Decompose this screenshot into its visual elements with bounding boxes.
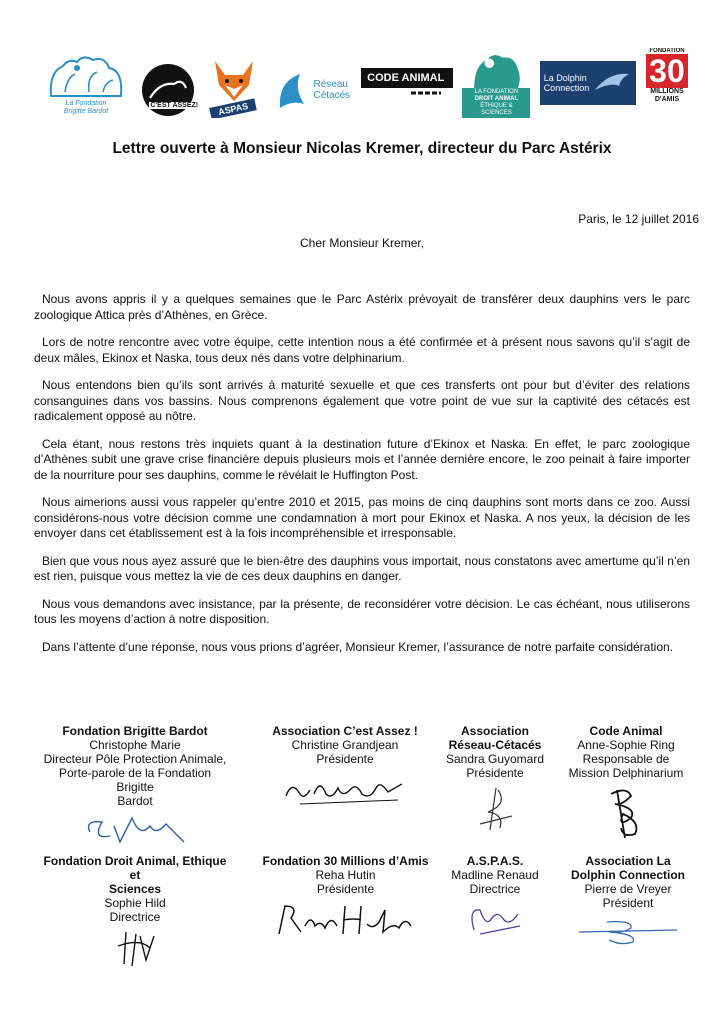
signatory-role: Porte-parole de la Fondation Brigitte xyxy=(58,766,212,794)
cest-assez-badge-icon xyxy=(140,62,199,118)
dolphin-icon xyxy=(593,68,633,98)
logo-text: DROIT ANIMAL xyxy=(474,96,519,102)
signatory-name: Sandra Guyomard xyxy=(445,752,545,766)
paragraph: Bien que vous nous ayez assuré que le bien-être des dauphins vous importait, nous constatons avec amertume qu’il n’en est rien, puisque vous mettez la vie de ces deux dauphins en danger. xyxy=(34,553,690,583)
signatory-name: Anne-Sophie Ring xyxy=(577,738,675,752)
logo-text: FONDATION xyxy=(649,48,685,54)
signature-image xyxy=(110,928,160,968)
signature-image xyxy=(460,900,530,940)
signatory-lfda xyxy=(40,854,230,968)
paragraph: Nous avons appris il y a quelques semaines que le Parc Astérix prévoyait de transférer deux dauphins vers le parc zoologique Attica près d’Athènes, en Grèce. xyxy=(34,292,690,322)
signatory-code-animal xyxy=(556,724,696,840)
logo-text: Brigitte Bardot xyxy=(63,108,109,115)
logo-text: Connection xyxy=(543,83,590,93)
logo-reseau-cetaces xyxy=(271,62,353,118)
signatory-org: Association La xyxy=(585,854,671,868)
paragraph: Dans l’attente d’une réponse, nous vous prions d’agréer, Monsieur Kremer, l’assurance de notre parfaite considération. xyxy=(42,639,674,654)
signatory-role: Directrice xyxy=(109,910,161,924)
signatory-org: Association xyxy=(460,724,529,738)
logo-text: La Dolphin xyxy=(543,73,587,83)
logo-text: D'AMIS xyxy=(654,96,680,103)
logo-code-animal xyxy=(361,63,453,103)
logo-cest-assez xyxy=(140,62,199,118)
signatory-name: Sophie Hild xyxy=(104,896,166,910)
paragraph: Cela étant, nous restons très inquiets quant à la destination future d’Ekinox et Naska. En effet, le parc zoologique d’Athènes subit une grave crise financière depuis plusieurs mois et l’année dernière encore, le zoo peinait à faire importer de la nourriture pour ses dauphins, comme le révélait le Huffington Post. xyxy=(34,436,690,482)
signatory-dolphin-connection xyxy=(560,854,696,948)
signatory-role: Mission Delphinarium xyxy=(568,766,684,780)
paragraph: Lors de notre rencontre avec votre équipe, cette intention nous a été confirmée et à présent nous savons qu’il s’agit de deux mâles, Ekinox et Naska, tous deux nés dans votre delphinarium. xyxy=(34,335,690,365)
logo-aspas xyxy=(205,56,263,118)
letter-title: Lettre ouverte à Monsieur Nicolas Kremer, directeur du Parc Astérix xyxy=(112,140,612,157)
signatory-role: Responsable de xyxy=(582,752,670,766)
signatory-name: Madline Renaud xyxy=(451,868,539,882)
chain-icon xyxy=(367,88,447,98)
signatory-org: Fondation 30 Millions d’Amis xyxy=(262,854,429,868)
signatory-role: Directrice xyxy=(469,882,521,896)
logo-text: C'EST ASSEZ! xyxy=(150,101,199,109)
logo-text: LA FONDATION xyxy=(474,89,519,95)
logo-text: CODE ANIMAL xyxy=(361,68,453,88)
bardot-animals-icon xyxy=(43,52,129,100)
signatory-reseau-cetaces xyxy=(440,724,550,834)
signatory-role: Bardot xyxy=(117,794,153,808)
logo-text: Réseau xyxy=(313,79,348,90)
logo-text: Cétacés xyxy=(313,90,351,101)
paragraph: Nous vous demandons avec insistance, par la présente, de reconsidérer votre décision. Le cas échéant, nous utiliserons tous les moyens d’action à notre disposition. xyxy=(34,596,690,626)
signatory-name: Pierre de Vreyer xyxy=(584,882,672,896)
logo-text: ÉTHIQUE & SCIENCES xyxy=(480,103,513,116)
logo-dolphin-connection xyxy=(540,61,636,105)
paragraph: Nous entendons bien qu’ils sont arrivés à maturité sexuelle et que ces transferts ont pour but d’éviter des relations consanguines dans vos bassins. Nous comprenons également que votre point de vue sur la captivité des cétacés est radicalement opposé au nôtre. xyxy=(34,378,690,423)
fox-icon xyxy=(211,59,257,103)
signatory-org: Réseau-Cétacés xyxy=(448,738,542,752)
signatory-bardot xyxy=(40,724,230,848)
logo-30-millions xyxy=(644,48,690,118)
signatory-name: Reha Hutin xyxy=(315,868,376,882)
logo-text: MILLIONS xyxy=(650,88,684,95)
lfda-figures-icon xyxy=(467,50,525,88)
logo-lfda xyxy=(461,50,531,118)
signatory-30-millions xyxy=(258,854,433,940)
signatory-cest-assez xyxy=(265,724,425,810)
signature-image xyxy=(601,784,651,840)
signatory-org: Dolphin Connection xyxy=(571,868,685,882)
signature-image xyxy=(280,770,410,810)
dolphin-tail-icon xyxy=(274,68,312,112)
logo-text: La Fondation xyxy=(65,100,107,107)
signature-image xyxy=(271,900,421,940)
signatory-role: Présidente xyxy=(466,766,524,780)
signatory-name: Christine Grandjean xyxy=(291,738,399,752)
signatory-name: Christophe Marie xyxy=(89,738,181,752)
signatory-org: Sciences xyxy=(108,882,162,896)
partner-logos xyxy=(40,48,690,118)
paragraph: Nous aimerions aussi vous rappeler qu’entre 2010 et 2015, pas moins de cinq dauphins sont morts dans ce zoo. Aussi considérons-nous votre décision comme une condamnation à mort pour Ekinox et Naska. A nos yeux, la décision de les envoyer dans cet établissement est à la fois incompréhensible et irresponsable. xyxy=(34,495,690,540)
signatory-org: Association C’est Assez ! xyxy=(272,724,418,738)
signature-image xyxy=(470,784,520,834)
letter-body xyxy=(34,292,690,667)
signatory-org: Fondation Brigitte Bardot xyxy=(62,724,208,738)
logo-text: 30 xyxy=(646,54,688,88)
signatory-role: Présidente xyxy=(316,752,374,766)
salutation: Cher Monsieur Kremer, xyxy=(300,236,425,250)
signatory-role: Présidente xyxy=(316,882,375,896)
signatory-role: Président xyxy=(602,896,654,910)
letter-date: Paris, le 12 juillet 2016 xyxy=(578,212,699,226)
signatory-aspas xyxy=(440,854,550,940)
signature-image xyxy=(573,914,683,948)
logo-text: ASPAS xyxy=(210,98,258,118)
signatory-role: Directeur Pôle Protection Animale, xyxy=(43,752,227,766)
signature-image xyxy=(80,812,190,848)
logo-fondation-bardot xyxy=(40,50,132,118)
signatory-org: Fondation Droit Animal, Ethique et xyxy=(43,854,227,882)
signatory-org: Code Animal xyxy=(589,724,663,738)
signatory-org: A.S.P.A.S. xyxy=(466,854,524,868)
